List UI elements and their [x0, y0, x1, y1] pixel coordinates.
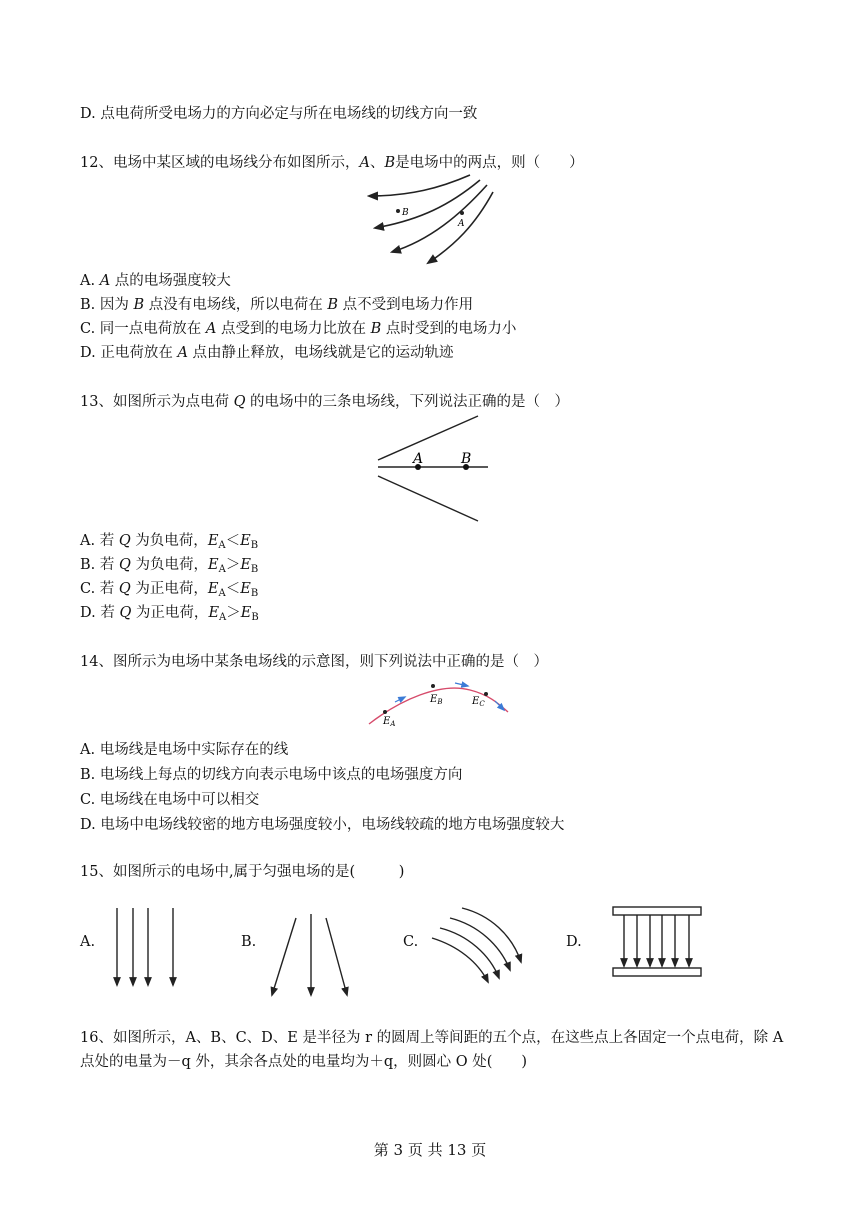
q12-point-a: A: [359, 155, 370, 171]
q15-stem: 15、如图所示的电场中,属于匀强电场的是( ): [80, 864, 405, 880]
q15-label-d: D.: [566, 934, 582, 950]
q11-option-d: D. 点电荷所受电场力的方向必定与所在电场线的切线方向一致: [80, 106, 478, 122]
q13-option-a: A. 若 Q 为负电荷，$E_A<E_B$: [80, 533, 259, 551]
q14-label-ec: $E_C$: [472, 696, 485, 708]
q12-option-d: D. 正电荷放在 A 点由静止释放，电场线就是它的运动轨迹: [80, 345, 454, 361]
q12-sep: 、: [369, 155, 385, 171]
q14-label-eb: $E_B$: [430, 694, 443, 706]
q12-point-b: B: [384, 155, 396, 171]
q13-stem: 13、如图所示为点电荷 Q 的电场中的三条电场线，下列说法正确的是（ ）: [80, 394, 570, 410]
q14-stem: 14、图所示为电场中某条电场线的示意图，则下列说法中正确的是（ ）: [80, 654, 548, 670]
q12-dot-b: [396, 209, 400, 213]
q15-figure-c: [432, 908, 521, 982]
q13-fig-label-a: A: [413, 451, 424, 467]
q14-label-ea: $E_A$: [383, 716, 396, 728]
q16-stem: 16、如图所示，A、B、C、D、E 是半径为 r 的圆周上等间距的五个点，在这些点上各固定一个点电荷，除 A 点处的电量为－q 外，其余各点处的电量均为＋q，则圆心 O 处( ): [80, 1030, 784, 1070]
q15-figure-a: [117, 908, 173, 985]
q12-line-1: [369, 175, 470, 196]
q13-figure: [378, 416, 488, 521]
q13-option-c: C. 若 Q 为正电荷，$E_A<E_B$: [80, 581, 259, 599]
q14-option-c: C. 电场线在电场中可以相交: [80, 792, 260, 808]
q14-option-b: B. 电场线上每点的切线方向表示电场中该点的电场强度方向: [80, 767, 463, 783]
q12-option-b: B. 因为 B 点没有电场线，所以电荷在 B 点不受到电场力作用: [80, 297, 474, 313]
q13-option-d: D. 若 Q 为正电荷，$E_A>E_B$: [80, 605, 259, 623]
q13-option-b: B. 若 Q 为负电荷，$E_A>E_B$: [80, 557, 259, 575]
q15-label-c: C.: [403, 934, 419, 950]
q15-label-b: B.: [241, 934, 257, 950]
q15-figure-b: [272, 914, 347, 995]
q13-fig-label-b: B: [461, 451, 472, 467]
page-footer: 第 3 页 共 13 页: [373, 1141, 487, 1159]
q14-option-d: D. 电场中电场线较密的地方电场强度较小，电场线较疏的地方电场强度较大: [80, 817, 565, 833]
q12-line-3: [392, 185, 487, 252]
q12-fig-label-b: B: [402, 208, 409, 218]
q12-fig-label-a: A: [458, 219, 465, 229]
q12-option-a: A. A 点的电场强度较大: [80, 273, 231, 289]
q15-figure-d: [613, 907, 701, 976]
q12-dot-a: [460, 211, 464, 215]
q12-option-c: C. 同一点电荷放在 A 点受到的电场力比放在 B 点时受到的电场力小: [80, 321, 517, 337]
q14-option-a: A. 电场线是电场中实际存在的线: [80, 742, 289, 758]
q14-figure: [369, 683, 508, 728]
q15-label-a: A.: [80, 934, 96, 950]
q12-stem-pre: 12、电场中某区域的电场线分布如图所示，: [80, 155, 360, 171]
q12-stem-post: 是电场中的两点，则（ ）: [395, 155, 584, 171]
